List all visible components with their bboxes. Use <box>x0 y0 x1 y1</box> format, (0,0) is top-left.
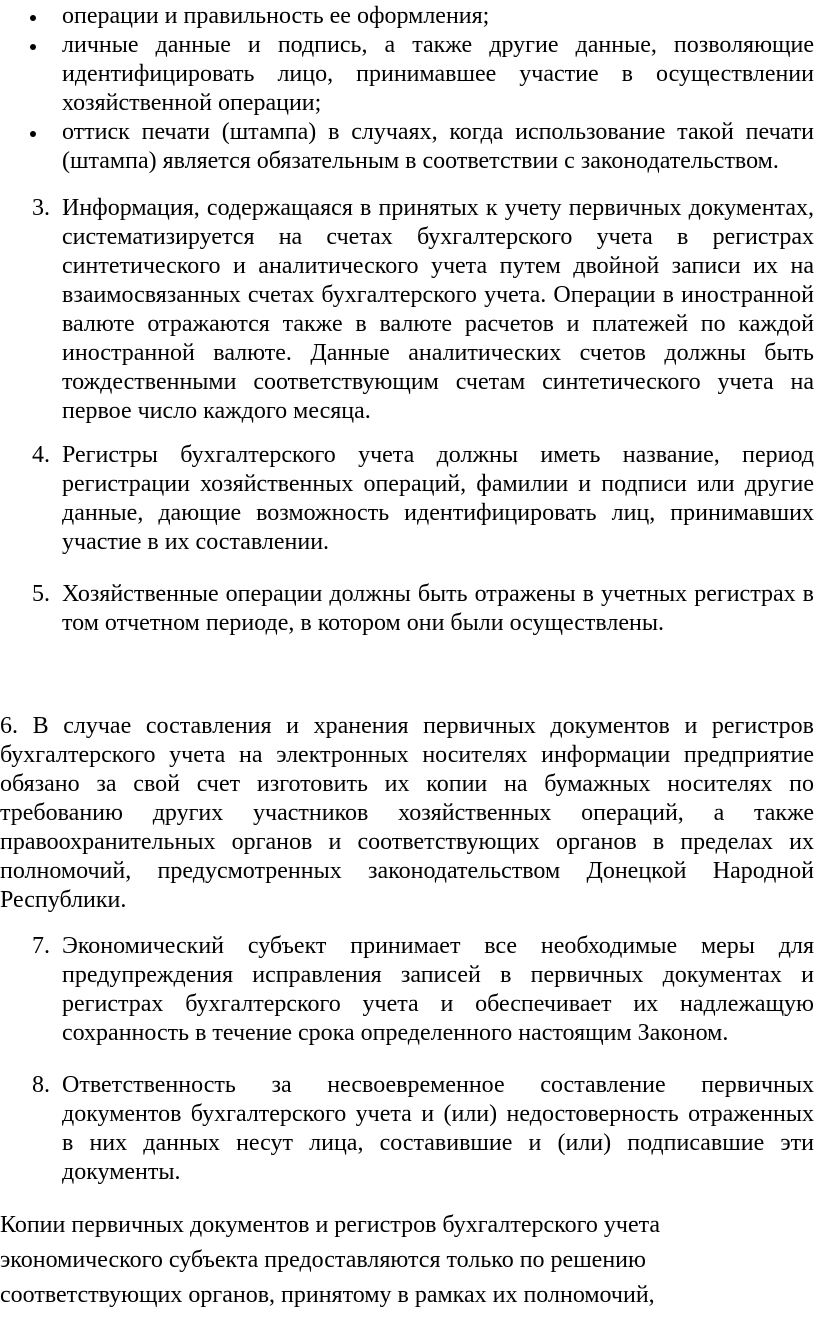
numbered-item-5 <box>0 580 816 638</box>
list-item <box>0 118 816 176</box>
bullet-list <box>0 2 816 176</box>
text-line: Хозяйственные операции должны быть отражены в учетных регистрах в <box>62 581 814 607</box>
item-text <box>62 580 814 638</box>
item-number: 5. <box>32 581 50 607</box>
text-line: тождественными соответствующим счетам синтетического учета на <box>62 369 814 395</box>
text-line: синтетического и аналитического учета путем двойной записи их на <box>62 253 814 279</box>
bullet-text-line: идентифицировать лицо, принимавшее участие в осуществлении <box>62 61 814 87</box>
bullet-text-line: личные данные и подпись, а также другие данные, позволяющие <box>62 32 814 58</box>
text-line: сохранность в течение срока определенного настоящим Законом. <box>62 1020 729 1046</box>
text-line: Экономический субъект принимает все необходимые меры для <box>62 933 814 959</box>
bullet-text-line: (штампа) является обязательным в соответствии с законодательством. <box>62 148 779 174</box>
item-number: 3. <box>32 195 50 221</box>
text-line: взаимосвязанных счетах бухгалтерского учета. Операции в иностранной <box>62 282 814 308</box>
closing-paragraph <box>0 1208 816 1313</box>
bullet-text-line: операции и правильность ее оформления; <box>62 3 490 29</box>
item-text <box>62 194 814 426</box>
text-line: данные, дающие возможность идентифицировать лиц, принимавших <box>62 500 814 526</box>
text-line: Регистры бухгалтерского учета должны иметь название, период <box>62 442 814 468</box>
text-line: правоохранительных органов и соответствующих органов в пределах их <box>0 829 814 855</box>
text-line: иностранной валюте. Данные аналитических счетов должны быть <box>62 340 814 366</box>
text-line: том отчетном периоде, в котором они были осуществлены. <box>62 610 664 636</box>
text-line: систематизируется на счетах бухгалтерского учета в регистрах <box>62 224 814 250</box>
list-item <box>0 31 816 118</box>
bullet-icon <box>30 131 36 137</box>
text-line: 6. В случае составления и хранения первичных документов и регистров <box>0 713 814 739</box>
item-number: 7. <box>32 933 50 959</box>
text-line: Информация, содержащаяся в принятых к учету первичных документах, <box>62 195 814 221</box>
item-text <box>62 932 814 1048</box>
text-line: Ответственность за несвоевременное составление первичных <box>62 1072 814 1098</box>
numbered-item-7 <box>0 932 816 1048</box>
text-line: обязано за свой счет изготовить их копии на бумажных носителях по <box>0 771 814 797</box>
list-item <box>0 2 816 31</box>
text-line: предупреждения исправления записей в первичных документах и <box>62 962 814 988</box>
numbered-item-8 <box>0 1071 816 1187</box>
text-line: регистрации хозяйственных операций, фамилии и подписи или другие <box>62 471 814 497</box>
text-line: Копии первичных документов и регистров бухгалтерского учета <box>0 1212 661 1238</box>
text-line: регистрах бухгалтерского учета и обеспечивает их надлежащую <box>62 991 814 1017</box>
bullet-text-line: хозяйственной операции; <box>62 90 322 116</box>
text-line: экономического субъекта предоставляются только по решению <box>0 1247 646 1273</box>
bullet-icon <box>30 44 36 50</box>
text-line: Республики. <box>0 887 127 913</box>
text-line: документы. <box>62 1159 181 1185</box>
text-line: соответствующих органов, принятому в рамках их полномочий, <box>0 1282 655 1308</box>
numbered-item-4 <box>0 441 816 557</box>
item-number: 8. <box>32 1072 50 1098</box>
text-line: валюте отражаются также в валюте расчетов и платежей по каждой <box>62 311 814 337</box>
paragraph-6 <box>0 712 814 915</box>
text-line: участие в их составлении. <box>62 529 330 555</box>
bullet-icon <box>30 15 36 21</box>
bullet-text-line: оттиск печати (штампа) в случаях, когда использование такой печати <box>62 119 814 145</box>
text-line: в них данных несут лица, составившие и (или) подписавшие эти <box>62 1130 814 1156</box>
item-text <box>62 1071 814 1187</box>
text-line: бухгалтерского учета на электронных носителях информации предприятие <box>0 742 814 768</box>
text-line: полномочий, предусмотренных законодательством Донецкой Народной <box>0 858 814 884</box>
text-line: документов бухгалтерского учета и (или) недостоверность отраженных <box>62 1101 814 1127</box>
numbered-item-3 <box>0 194 816 426</box>
item-text <box>62 441 814 557</box>
item-number: 4. <box>32 442 50 468</box>
text-line: первое число каждого месяца. <box>62 398 371 424</box>
text-line: требованию других участников хозяйственных операций, а также <box>0 800 814 826</box>
